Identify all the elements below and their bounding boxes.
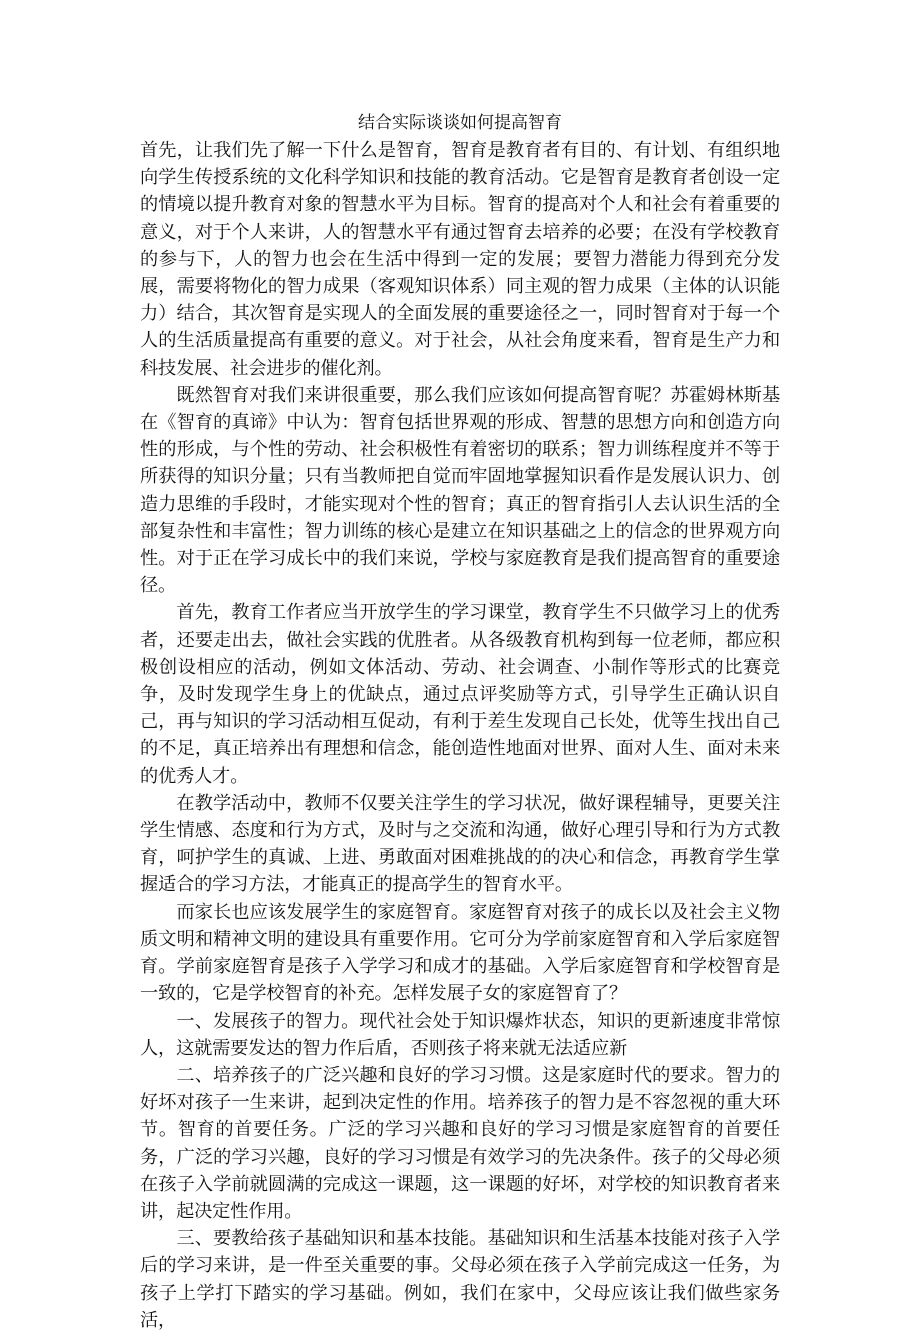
paragraph-point-one: 一、发展孩子的智力。现代社会处于知识爆炸状态，知识的更新速度非常惊人，这就需要发达的智力作后盾，否则孩子将来就无法适应新 (140, 1010, 780, 1059)
document-page (140, 110, 780, 1334)
paragraph-family-education: 而家长也应该发展学生的家庭智育。家庭智育对孩子的成长以及社会主义物质文明和精神文明的建设具有重要作用。它可分为学前家庭智育和入学后家庭智育。学前家庭智育是孩子入学学习和成才的基础。入学后家庭智育和学校智育是一致的，它是学校智育的补充。怎样发展子女的家庭智育了？ (140, 901, 780, 1005)
paragraph-point-two: 二、培养孩子的广泛兴趣和良好的学习习惯。这是家庭时代的要求。智力的好坏对孩子一生来讲，起到决定性的作用。培养孩子的智力是不容忽视的重大环节。智育的首要任务。广泛的学习兴趣和良好的学习习惯是家庭智育的首要任务，广泛的学习兴趣，良好的学习习惯是有效学习的先决条件。孩子的父母必须在孩子入学前就圆满的完成这一课题，这一课题的好坏，对学校的知识教育者来讲，起决定性作用。 (140, 1064, 780, 1222)
paragraph-how-to-improve: 既然智育对我们来讲很重要，那么我们应该如何提高智育呢？苏霍姆林斯基在《智育的真谛》中认为：智育包括世界观的形成、智慧的思想方向和创造方向性的形成，与个性的劳动、社会积极性有着密切的联系；智力训练程度并不等于所获得的知识分量；只有当教师把自觉而牢固地掌握知识看作是发展认识力、创造力思维的手段时，才能实现对个性的智育；真正的智育指引人去认识生活的全部复杂性和丰富性；智力训练的核心是建立在知识基础之上的信念的世界观方向性。对于正在学习成长中的我们来说，学校与家庭教育是我们提高智育的重要途径。 (140, 384, 780, 597)
document-title: 结合实际谈谈如何提高智育 (358, 113, 562, 133)
paragraph-point-three: 三、要教给孩子基础知识和基本技能。基础知识和生活基本技能对孩子入学后的学习来讲，是一件至关重要的事。父母必须在孩子入学前完成这一任务，为孩子上学打下踏实的学习基础。例如，我们在家中，父母应该让我们做些家务活， (140, 1228, 780, 1331)
paragraph-intro: 首先，让我们先了解一下什么是智育，智育是教育者有目的、有计划、有组织地向学生传授系统的文化科学知识和技能的教育活动。它是智育是教育者创设一定的情境以提升教育对象的智慧水平为目标。智育的提高对个人和社会有着重要的意义，对于个人来讲，人的智慧水平有通过智育去培养的必要；在没有学校教育的参与下，人的智力也会在生活中得到一定的发展；要智力潜能力得到充分发展，需要将物化的智力成果（客观知识体系）同主观的智力成果（主体的认识能力）结合，其次智育是实现人的全面发展的重要途径之一，同时智育对于每一个人的生活质量提高有重要的意义。对于社会，从社会角度来看，智育是生产力和科技发展、社会进步的催化剂。 (140, 140, 780, 379)
paragraph-teaching-activities: 在教学活动中，教师不仅要关注学生的学习状况，做好课程辅导，更要关注学生情感、态度和行为方式，及时与之交流和沟通，做好心理引导和行为方式教育，呵护学生的真诚、上进、勇敢面对困难挑战的的决心和信念，再教育学生掌握适合的学习方法，才能真正的提高学生的智育水平。 (140, 792, 780, 896)
paragraph-educators: 首先，教育工作者应当开放学生的学习课堂，教育学生不只做学习上的优秀者，还要走出去，做社会实践的优胜者。从各级教育机构到每一位老师，都应积极创设相应的活动，例如文体活动、劳动、社会调查、小制作等形式的比赛竞争，及时发现学生身上的优缺点，通过点评奖励等方式，引导学生正确认识自己，再与知识的学习活动相互促动，有利于差生发现自己长处，优等生找出自己的不足，真正培养出有理想和信念，能创造性地面对世界、面对人生、面对未来的优秀人才。 (140, 602, 780, 787)
